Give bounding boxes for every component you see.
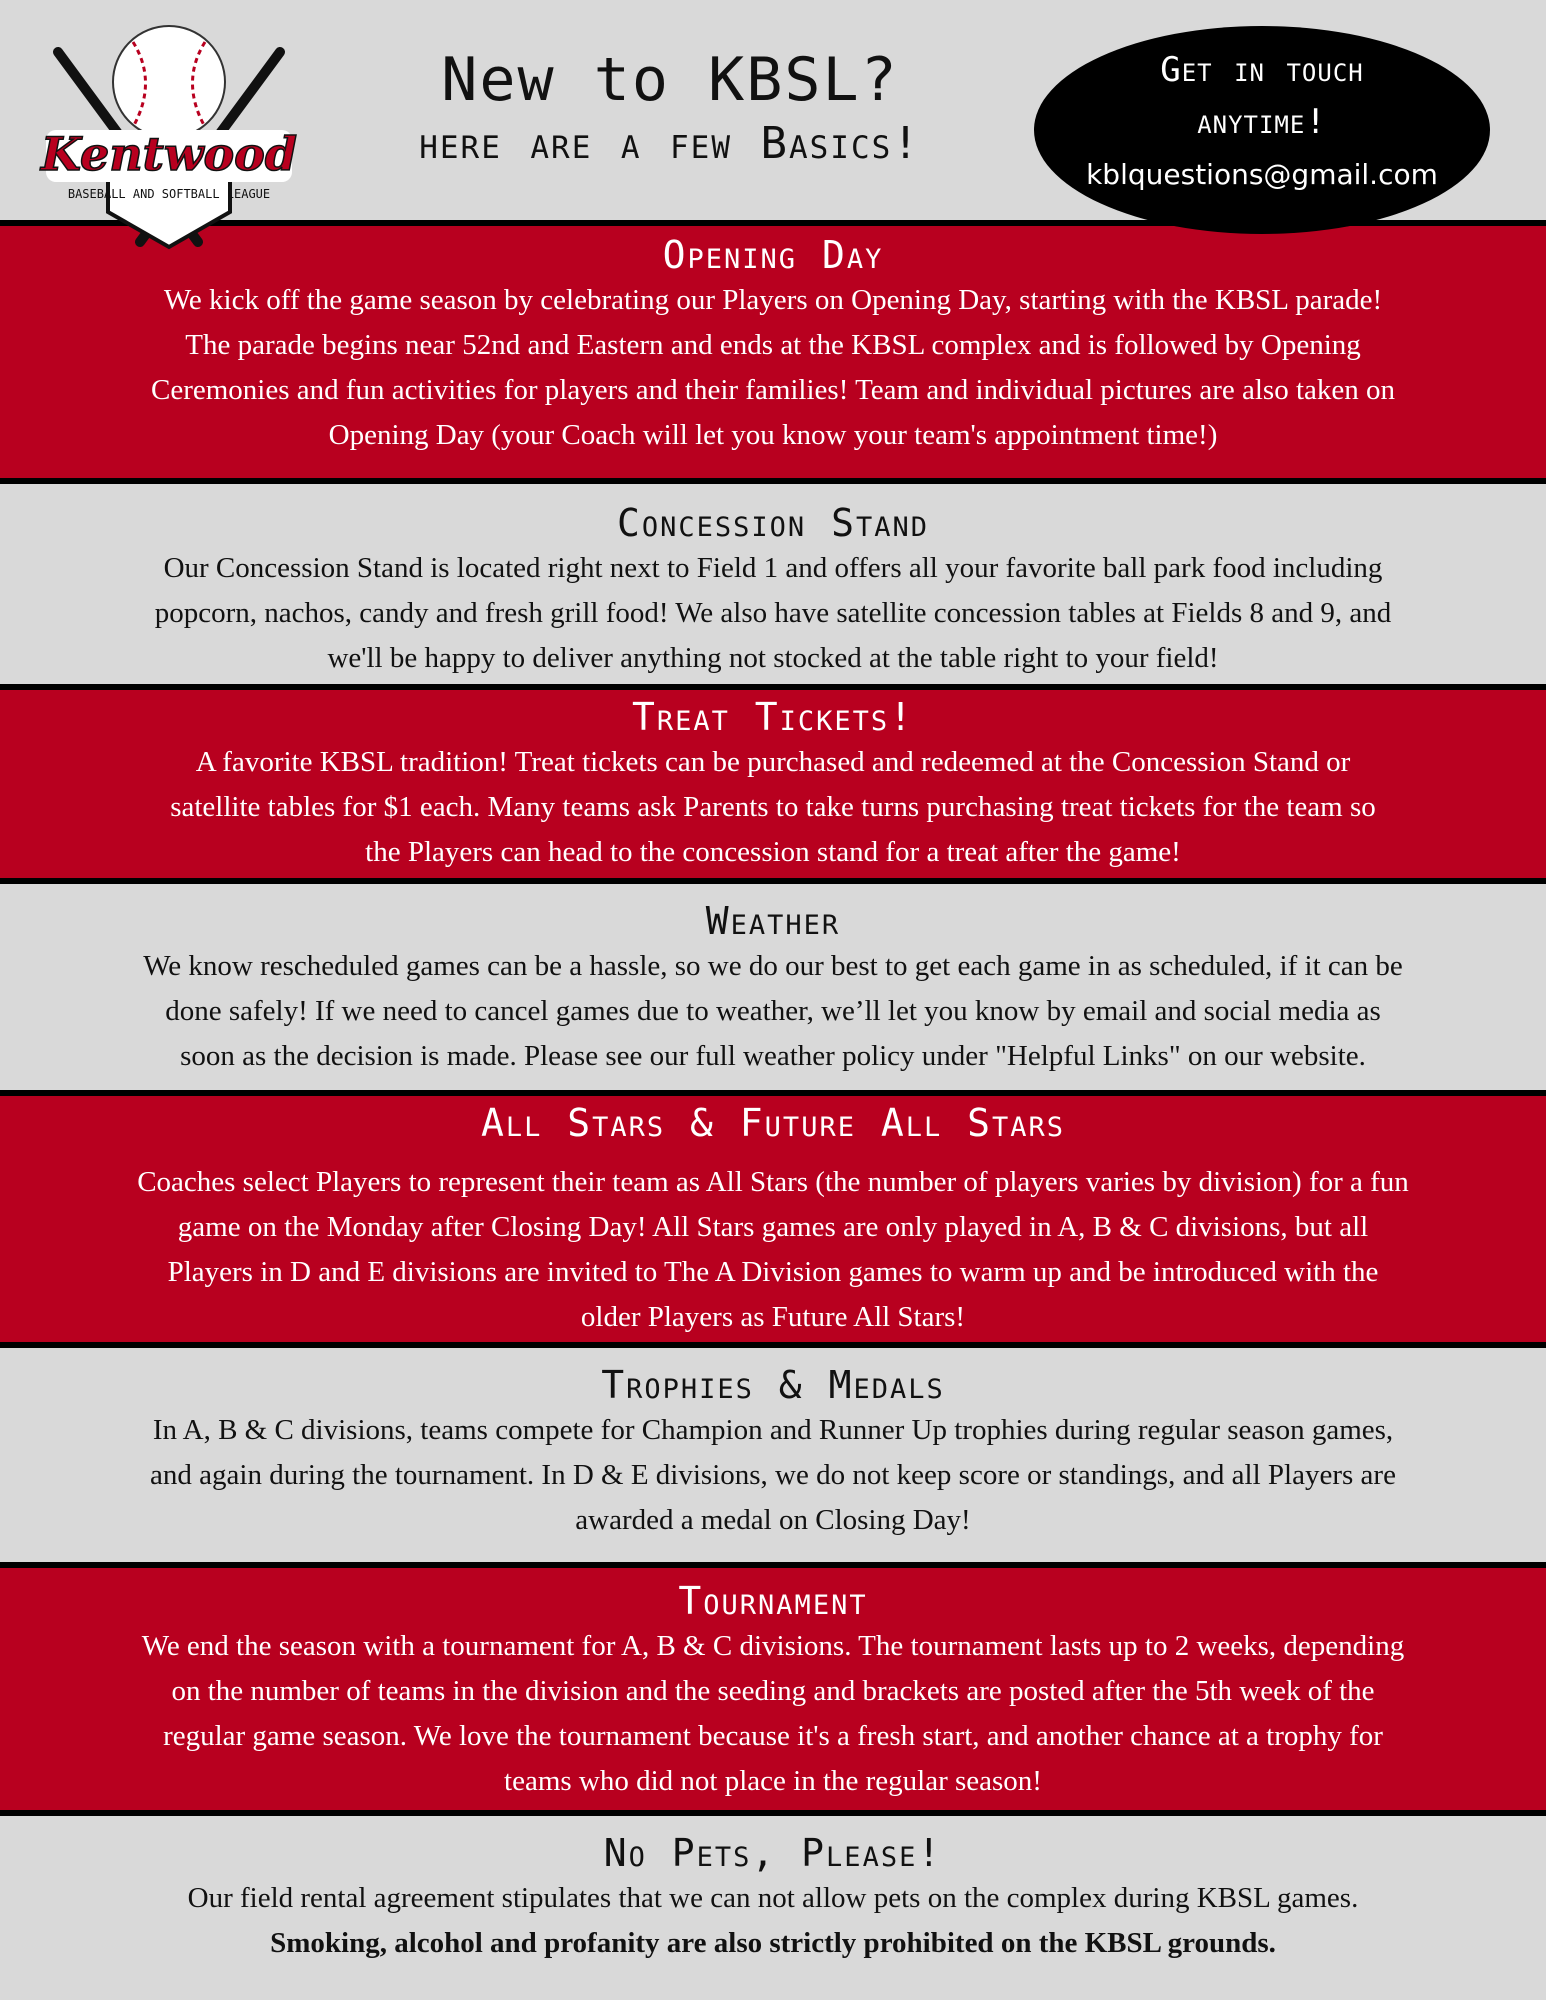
body-line: on the number of teams in the division and the seeding and brackets are posted after the 5th week of the xyxy=(171,1675,1375,1707)
body-line: Our Concession Stand is located right next to Field 1 and offers all your favorite ball park food including xyxy=(163,552,1383,584)
body-line: teams who did not place in the regular season! xyxy=(504,1765,1042,1797)
section-treat-tickets xyxy=(0,690,1546,878)
section-opening-day xyxy=(0,226,1546,478)
contact-line1: Get in touch xyxy=(1160,50,1364,90)
section-title: Weather xyxy=(705,899,841,943)
header xyxy=(0,0,1546,222)
body-line: Opening Day (your Coach will let you know your team's appointment time!) xyxy=(328,419,1218,451)
body-line-bold: Smoking, alcohol and profanity are also strictly prohibited on the KBSL grounds. xyxy=(270,1927,1276,1959)
body-line: soon as the decision is made. Please see our full weather policy under "Helpful Links" on our website. xyxy=(180,1040,1366,1072)
section-tournament xyxy=(0,1568,1546,1810)
section-body xyxy=(0,740,1546,875)
body-line: We know rescheduled games can be a hassle, so we do our best to get each game in as scheduled, if it can be xyxy=(143,950,1403,982)
section-body xyxy=(0,1160,1546,1340)
section-trophies-medals xyxy=(0,1348,1546,1562)
body-line: older Players as Future All Stars! xyxy=(580,1301,966,1333)
body-line: The parade begins near 52nd and Eastern and ends at the KBSL complex and is followed by Opening xyxy=(185,329,1361,361)
body-line: the Players can head to the concession stand for a treat after the game! xyxy=(365,836,1181,868)
section-body xyxy=(0,944,1546,1079)
body-line: Ceremonies and fun activities for players and their families! Team and individual pictures are also taken on xyxy=(150,374,1396,406)
body-line: regular game season. We love the tournament because it's a fresh start, and another chance at a trophy for xyxy=(163,1720,1383,1752)
section-body xyxy=(0,1408,1546,1543)
section-title: Concession Stand xyxy=(617,501,929,545)
body-line: we'll be happy to deliver anything not stocked at the table right to your field! xyxy=(327,642,1219,674)
body-line: Our field rental agreement stipulates that we can not allow pets on the complex during KBSL games. xyxy=(187,1882,1359,1914)
section-weather xyxy=(0,884,1546,1090)
body-line: We end the season with a tournament for A, B & C divisions. The tournament lasts up to 2 weeks, depending xyxy=(141,1630,1405,1662)
body-line: and again during the tournament. In D & E divisions, we do not keep score or standings, and all Players are xyxy=(150,1459,1396,1491)
kentwood-logo xyxy=(38,12,300,262)
section-body xyxy=(0,1876,1546,1966)
title-line2: here are a few Basics! xyxy=(419,118,921,169)
body-line: Players in D and E divisions are invited to The A Division games to warm up and be introduced with the xyxy=(167,1256,1379,1288)
section-all-stars xyxy=(0,1096,1546,1342)
body-line: In A, B & C divisions, teams compete for Champion and Runner Up trophies during regular season games, xyxy=(152,1414,1394,1446)
body-line: game on the Monday after Closing Day! All Stars games are only played in A, B & C divisions, but all xyxy=(177,1211,1369,1243)
contact-line2: anytime! xyxy=(1197,102,1327,142)
contact-heading xyxy=(1034,44,1490,148)
body-line: We kick off the game season by celebrating our Players on Opening Day, starting with the KBSL parade! xyxy=(163,284,1383,316)
section-title: Tournament xyxy=(678,1579,868,1623)
contact-email[interactable]: kblquestions@gmail.com xyxy=(1086,158,1438,191)
title-line1: New to KBSL? xyxy=(441,45,899,115)
body-line: popcorn, nachos, candy and fresh grill food! We also have satellite concession tables at Fields 8 and 9, and xyxy=(154,597,1392,629)
section-title: Opening Day xyxy=(662,233,884,277)
body-line: awarded a medal on Closing Day! xyxy=(575,1504,971,1536)
body-line: Coaches select Players to represent their team as All Stars (the number of players varies by division) for a fun xyxy=(137,1166,1409,1198)
contact-badge xyxy=(1034,26,1490,234)
section-title: Treat Tickets! xyxy=(631,695,915,739)
page-title xyxy=(320,44,1020,172)
section-title: Trophies & Medals xyxy=(601,1363,945,1407)
section-body xyxy=(0,278,1546,458)
section-body xyxy=(0,546,1546,681)
section-title: No Pets, Please! xyxy=(603,1831,943,1875)
logo-name: Kentwood xyxy=(40,127,298,181)
body-line: satellite tables for $1 each. Many teams ask Parents to take turns purchasing treat tickets for the team so xyxy=(170,791,1376,823)
section-concession-stand xyxy=(0,484,1546,684)
logo-subtitle: BASEBALL AND SOFTBALL LEAGUE xyxy=(67,187,271,201)
section-title: All Stars & Future All Stars xyxy=(481,1101,1065,1145)
body-line: done safely! If we need to cancel games due to weather, we’ll let you know by email and social media as xyxy=(165,995,1381,1027)
section-body xyxy=(0,1624,1546,1804)
section-no-pets xyxy=(0,1816,1546,2000)
body-line: A favorite KBSL tradition! Treat tickets can be purchased and redeemed at the Concession Stand or xyxy=(195,746,1351,778)
